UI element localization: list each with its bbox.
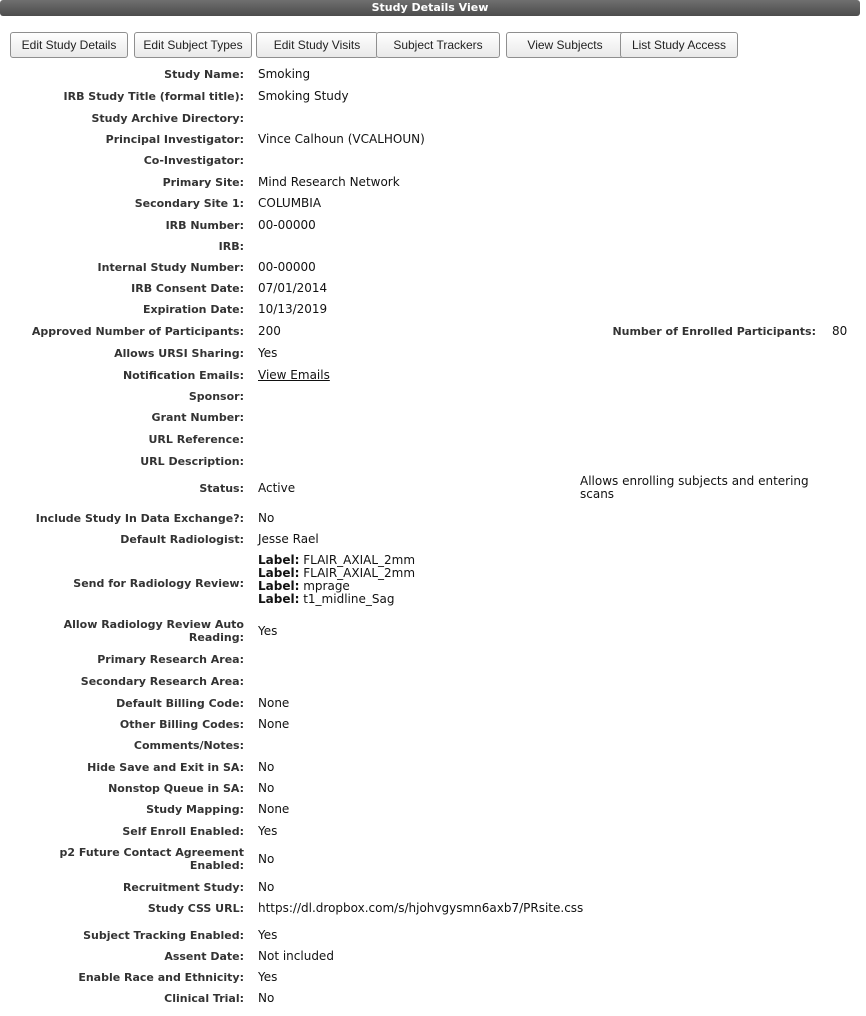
data-exchange-label: Include Study In Data Exchange?:	[35, 512, 244, 525]
consent-date-label: IRB Consent Date:	[131, 282, 244, 295]
irb-number-value: 00-00000	[258, 218, 316, 232]
assent-date-label: Assent Date:	[164, 950, 244, 963]
secondary-site-label: Secondary Site 1:	[134, 197, 244, 210]
hide-save-label: Hide Save and Exit in SA:	[87, 761, 244, 774]
radiology-review-item: Label: FLAIR_AXIAL_2mm	[258, 553, 416, 567]
edit-study-details-button[interactable]: Edit Study Details	[10, 32, 128, 58]
other-billing-value: None	[258, 717, 290, 731]
edit-subject-types-button[interactable]: Edit Subject Types	[134, 32, 252, 58]
radiology-review-label: Send for Radiology Review:	[73, 577, 244, 590]
enrolled-participants-value: 80	[832, 324, 848, 338]
auto-reading-value: Yes	[258, 624, 278, 638]
css-url-label: Study CSS URL:	[147, 902, 244, 915]
subject-tracking-value: Yes	[258, 928, 278, 942]
expiration-date-label: Expiration Date:	[142, 303, 244, 316]
radiology-review-item: Label: FLAIR_AXIAL_2mm	[258, 566, 416, 580]
radiology-review-item: Label: mprage	[258, 579, 350, 593]
archive-dir-label: Study Archive Directory:	[91, 112, 244, 125]
comments-label: Comments/Notes:	[133, 739, 244, 752]
primary-site-label: Primary Site:	[162, 176, 244, 189]
secondary-area-label: Secondary Research Area:	[80, 675, 244, 688]
status-value: Active	[258, 481, 296, 495]
p2-contact-value: No	[258, 852, 275, 866]
default-radiologist-value: Jesse Rael	[258, 532, 319, 546]
subject-tracking-label: Subject Tracking Enabled:	[83, 929, 244, 942]
expiration-date-value: 10/13/2019	[258, 302, 328, 316]
irb-title-label: IRB Study Title (formal title):	[63, 90, 244, 103]
page-title-bar	[0, 0, 860, 16]
view-subjects-button[interactable]: View Subjects	[506, 32, 624, 58]
self-enroll-label: Self Enroll Enabled:	[122, 825, 244, 838]
primary-site-value: Mind Research Network	[258, 175, 400, 189]
self-enroll-value: Yes	[258, 824, 278, 838]
css-url-value: https://dl.dropbox.com/s/hjohvgysmn6axb7/PRsite.css	[258, 901, 584, 915]
radiology-review-item: Label: t1_midline_Sag	[258, 592, 395, 606]
pi-label: Principal Investigator:	[105, 133, 244, 146]
notification-emails-label: Notification Emails:	[122, 369, 244, 382]
view-emails-link[interactable]: View Emails	[258, 368, 330, 382]
study-name-label: Study Name:	[164, 68, 244, 81]
enrolled-participants-label: Number of Enrolled Participants:	[612, 325, 816, 338]
secondary-site-value: COLUMBIA	[258, 196, 322, 210]
edit-study-visits-button[interactable]: Edit Study Visits	[256, 32, 378, 58]
radiology-review-list	[258, 554, 415, 606]
nonstop-queue-value: No	[258, 781, 275, 795]
irb-number-label: IRB Number:	[165, 219, 244, 232]
race-ethnicity-value: Yes	[258, 970, 278, 984]
approved-participants-value: 200	[258, 324, 281, 338]
recruitment-value: No	[258, 880, 275, 894]
study-name-value: Smoking	[258, 67, 311, 81]
data-exchange-value: No	[258, 511, 275, 525]
default-radiologist-label: Default Radiologist:	[120, 533, 244, 546]
clinical-trial-label: Clinical Trial:	[164, 992, 244, 1005]
p2-contact-label: p2 Future Contact Agreement Enabled:	[59, 846, 244, 872]
status-label: Status:	[199, 482, 244, 495]
url-reference-label: URL Reference:	[148, 433, 244, 446]
pi-value: Vince Calhoun (VCALHOUN)	[258, 132, 425, 146]
irb-label: IRB:	[218, 240, 244, 253]
internal-number-label: Internal Study Number:	[97, 261, 244, 274]
race-ethnicity-label: Enable Race and Ethnicity:	[78, 971, 244, 984]
ursi-sharing-label: Allows URSI Sharing:	[114, 347, 244, 360]
page-title: Study Details View	[371, 1, 489, 14]
grant-number-label: Grant Number:	[151, 411, 244, 424]
study-mapping-label: Study Mapping:	[146, 803, 244, 816]
internal-number-value: 00-00000	[258, 260, 316, 274]
other-billing-label: Other Billing Codes:	[119, 718, 244, 731]
irb-title-value: Smoking Study	[258, 89, 349, 103]
subject-trackers-button[interactable]: Subject Trackers	[376, 32, 500, 58]
sponsor-label: Sponsor:	[188, 390, 244, 403]
approved-participants-label: Approved Number of Participants:	[31, 325, 244, 338]
ursi-sharing-value: Yes	[258, 346, 278, 360]
nonstop-queue-label: Nonstop Queue in SA:	[108, 782, 244, 795]
co-investigator-label: Co-Investigator:	[143, 154, 244, 167]
status-note: Allows enrolling subjects and entering scans	[580, 474, 809, 501]
auto-reading-label: Allow Radiology Review Auto Reading:	[63, 618, 244, 644]
primary-area-label: Primary Research Area:	[97, 653, 244, 666]
default-billing-label: Default Billing Code:	[116, 697, 244, 710]
recruitment-label: Recruitment Study:	[122, 881, 244, 894]
consent-date-value: 07/01/2014	[258, 281, 328, 295]
url-description-label: URL Description:	[140, 455, 244, 468]
clinical-trial-value: No	[258, 991, 275, 1005]
assent-date-value: Not included	[258, 949, 334, 963]
study-mapping-value: None	[258, 802, 290, 816]
list-study-access-button[interactable]: List Study Access	[620, 32, 738, 58]
hide-save-value: No	[258, 760, 275, 774]
default-billing-value: None	[258, 696, 290, 710]
